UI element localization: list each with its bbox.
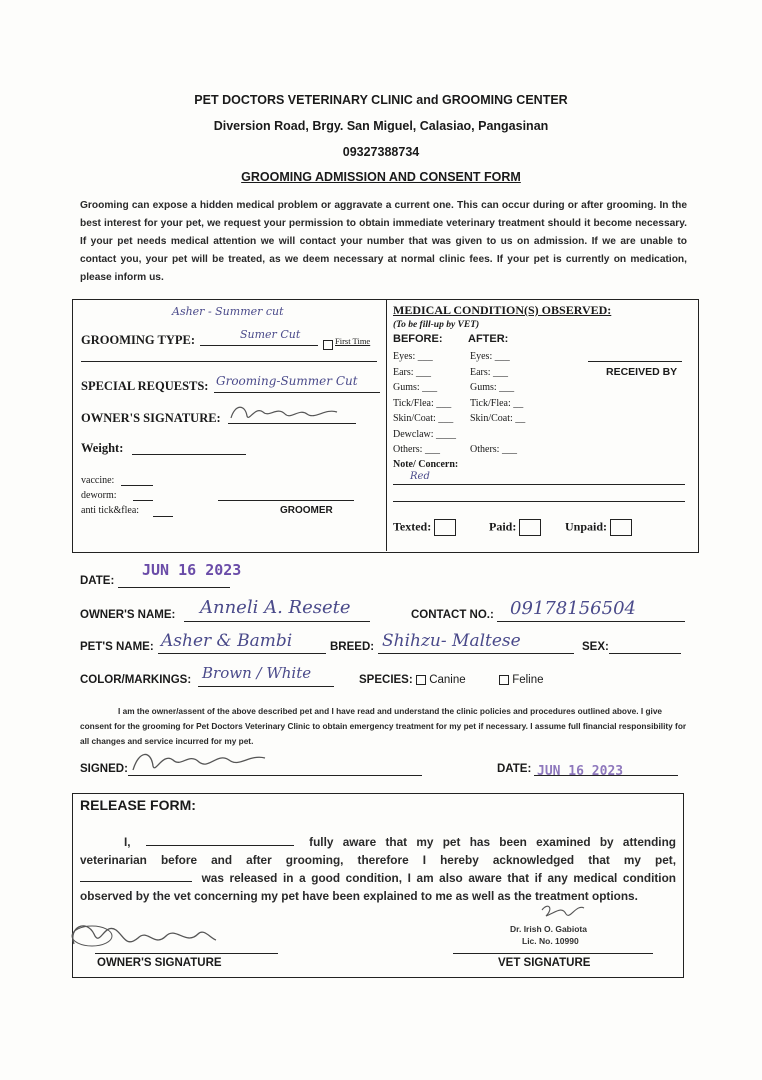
release-owner-signature-label: OWNER'S SIGNATURE [97,957,222,969]
canine-label: Canine [429,674,466,686]
first-time-checkbox[interactable] [323,336,333,354]
sex-label: SEX: [582,641,609,653]
canine-checkbox[interactable] [416,675,426,685]
date-line[interactable] [118,587,230,588]
contact-value[interactable]: 09178156504 [510,598,636,619]
before-item-ears: Ears: [393,366,414,378]
owner-name-label: OWNER'S NAME: [80,609,176,621]
grooming-type-value[interactable]: Sumer Cut [240,328,301,341]
anti-tick-label: anti tick&flea: [81,505,140,516]
special-requests-label: SPECIAL REQUESTS: [81,379,209,393]
note-line-2[interactable] [393,501,685,502]
groomer-line[interactable] [218,500,354,501]
vet-signature [536,900,596,926]
before-item-tick: Tick/Flea: [393,397,434,409]
release-text-2: was released in a good condition, I am also aware that if any medical condition observed by the vet concerning my pet have been explained to me as well as the treatment options. [80,871,676,903]
vet-signature-line[interactable] [453,953,653,954]
first-time-label: First Time [335,336,371,346]
after-others: Others: [470,444,500,455]
owner-name-line[interactable] [184,621,370,622]
after-list: Eyes: ___ Ears: ___ Gums: ___ Tick/Flea: __ Skin/Coat: __ Others: ___ [470,351,526,455]
before-item-skin: Skin/Coat: [393,413,436,424]
after-item-tick: Tick/Flea: [470,397,511,409]
color-value[interactable]: Brown / White [202,664,312,682]
clinic-name: PET DOCTORS VETERINARY CLINIC and GROOMING CENTER [194,93,568,107]
release-owner-signature-line[interactable] [95,953,278,954]
after-item-gums: Gums: [470,382,497,393]
breed-label: BREED: [330,641,375,653]
received-by-label: RECEIVED BY [606,366,678,378]
texted-label: Texted: [393,519,432,534]
grooming-type-line [200,345,318,346]
release-paragraph [80,833,676,905]
vet-signature-label: VET SIGNATURE [498,957,591,969]
texted-checkbox[interactable] [434,519,456,536]
anti-tick-line[interactable] [153,516,173,517]
before-label: BEFORE: [393,333,443,345]
paid-label: Paid: [489,519,517,534]
before-item-gums: Gums: [393,382,420,393]
note-label: Note/ Concern: [393,459,459,470]
release-owner-name-blank[interactable] [146,834,294,846]
color-label: COLOR/MARKINGS: [80,674,192,686]
texted-field [393,519,456,536]
medical-title: MEDICAL CONDITION(S) OBSERVED: [393,303,612,317]
unpaid-field [565,519,632,536]
paid-field [489,519,541,536]
deworm-line[interactable] [133,500,153,501]
release-text-1: fully aware that my pet has been examined by attending veterinarian before and after grooming, therefore I hereby acknowledged that my pet, [80,835,676,867]
deworm-label: deworm: [81,490,117,501]
special-requests-value[interactable]: Grooming-Summer Cut [216,374,358,388]
after-item-ears: Ears: [470,366,491,378]
canine-option[interactable] [416,674,466,686]
owner-signature-2 [125,746,275,778]
signed-date-stamp: JUN 16 2023 [537,764,624,779]
clinic-address: Diversion Road, Brgy. San Miguel, Calasiao, Pangasinan [213,119,549,133]
after-item-skin: Skin/Coat: [470,413,513,424]
after-label: AFTER: [468,333,509,345]
color-line[interactable] [198,686,334,687]
owner-signature-1 [225,400,355,426]
received-by-line[interactable] [588,361,682,362]
signed-label: SIGNED: [80,763,128,775]
note-value[interactable]: Red [410,471,430,482]
before-item-eyes: Eyes: [393,351,416,362]
weight-label: Weight: [81,441,124,455]
owner-name-value[interactable]: Anneli A. Resete [200,597,351,618]
form-title: GROOMING ADMISSION AND CONSENT FORM [241,170,521,184]
box-divider [386,299,387,551]
date-stamp: JUN 16 2023 [142,561,242,579]
consent-text: I am the owner/assent of the above described pet and I have read and understand the clinic policies and procedures outlined above. I give consent for the grooming for Pet Doctors Veterinary Clinic to obtain emergency treatment for my pet if necessary. I assume full financial responsibility for all changes and service incurred for my pet. [80,706,687,746]
before-others: Others: [393,444,423,455]
vet-name: Dr. Irish O. Gabiota [510,924,587,934]
unpaid-checkbox[interactable] [610,519,632,536]
grooming-type-label: GROOMING TYPE: [81,333,196,347]
signed-date-label: DATE: [497,763,532,775]
release-owner-signature [64,914,224,958]
grooming-handwritten-note: Asher - Summer cut [172,305,284,318]
note-line-1[interactable] [393,484,685,485]
feline-label: Feline [512,674,544,686]
clinic-phone: 09327388734 [342,145,420,159]
after-item-eyes: Eyes: [470,351,493,362]
contact-label: CONTACT NO.: [411,609,494,621]
special-requests-line[interactable] [214,392,380,393]
release-pet-name-blank[interactable] [80,870,192,882]
weight-line[interactable] [132,454,246,455]
sex-line[interactable] [609,653,681,654]
date-label: DATE: [80,575,115,587]
vet-license: Lic. No. 10990 [522,936,579,946]
breed-line[interactable] [378,653,574,654]
groomer-label: GROOMER [280,505,333,516]
owner-signature-label: OWNER'S SIGNATURE: [81,411,221,425]
pet-name-line[interactable] [158,653,326,654]
medical-subtitle: (To be fill-up by VET) [393,320,480,330]
pet-name-label: PET'S NAME: [80,641,154,653]
intro-text: Grooming can expose a hidden medical problem or aggravate a current one. This can occur during or after grooming. In the best interest for your pet, we request your permission to obtain immediate veterinary treatment should it become necessary. If your pet needs medical attention we will contact your number that was given to us on admission. If we are unable to contact you, your pet will be treated, as we deem necessary at normal clinic fees. If your pet is currently on medication, please inform us. [80,200,687,283]
contact-line[interactable] [497,621,685,622]
pet-name-value[interactable]: Asher & Bambi [161,631,293,651]
feline-option[interactable] [499,674,544,686]
breed-value[interactable]: Shihzu- Maltese [382,631,521,651]
grooming-blank-line [81,361,377,362]
vaccine-line[interactable] [121,485,153,486]
species-label: SPECIES: [359,674,413,686]
vaccine-label: vaccine: [81,475,115,486]
dewclaw-label: Dewclaw: [393,428,434,440]
before-list: Eyes: ___ Ears: ___ Gums: ___ Tick/Flea: ___ Skin/Coat: ___ Dewclaw: ____ Others: ___ [393,351,457,455]
release-title: RELEASE FORM: [80,797,196,813]
paid-checkbox[interactable] [519,519,541,536]
unpaid-label: Unpaid: [565,519,608,534]
feline-checkbox[interactable] [499,675,509,685]
release-i: I, [124,835,131,849]
